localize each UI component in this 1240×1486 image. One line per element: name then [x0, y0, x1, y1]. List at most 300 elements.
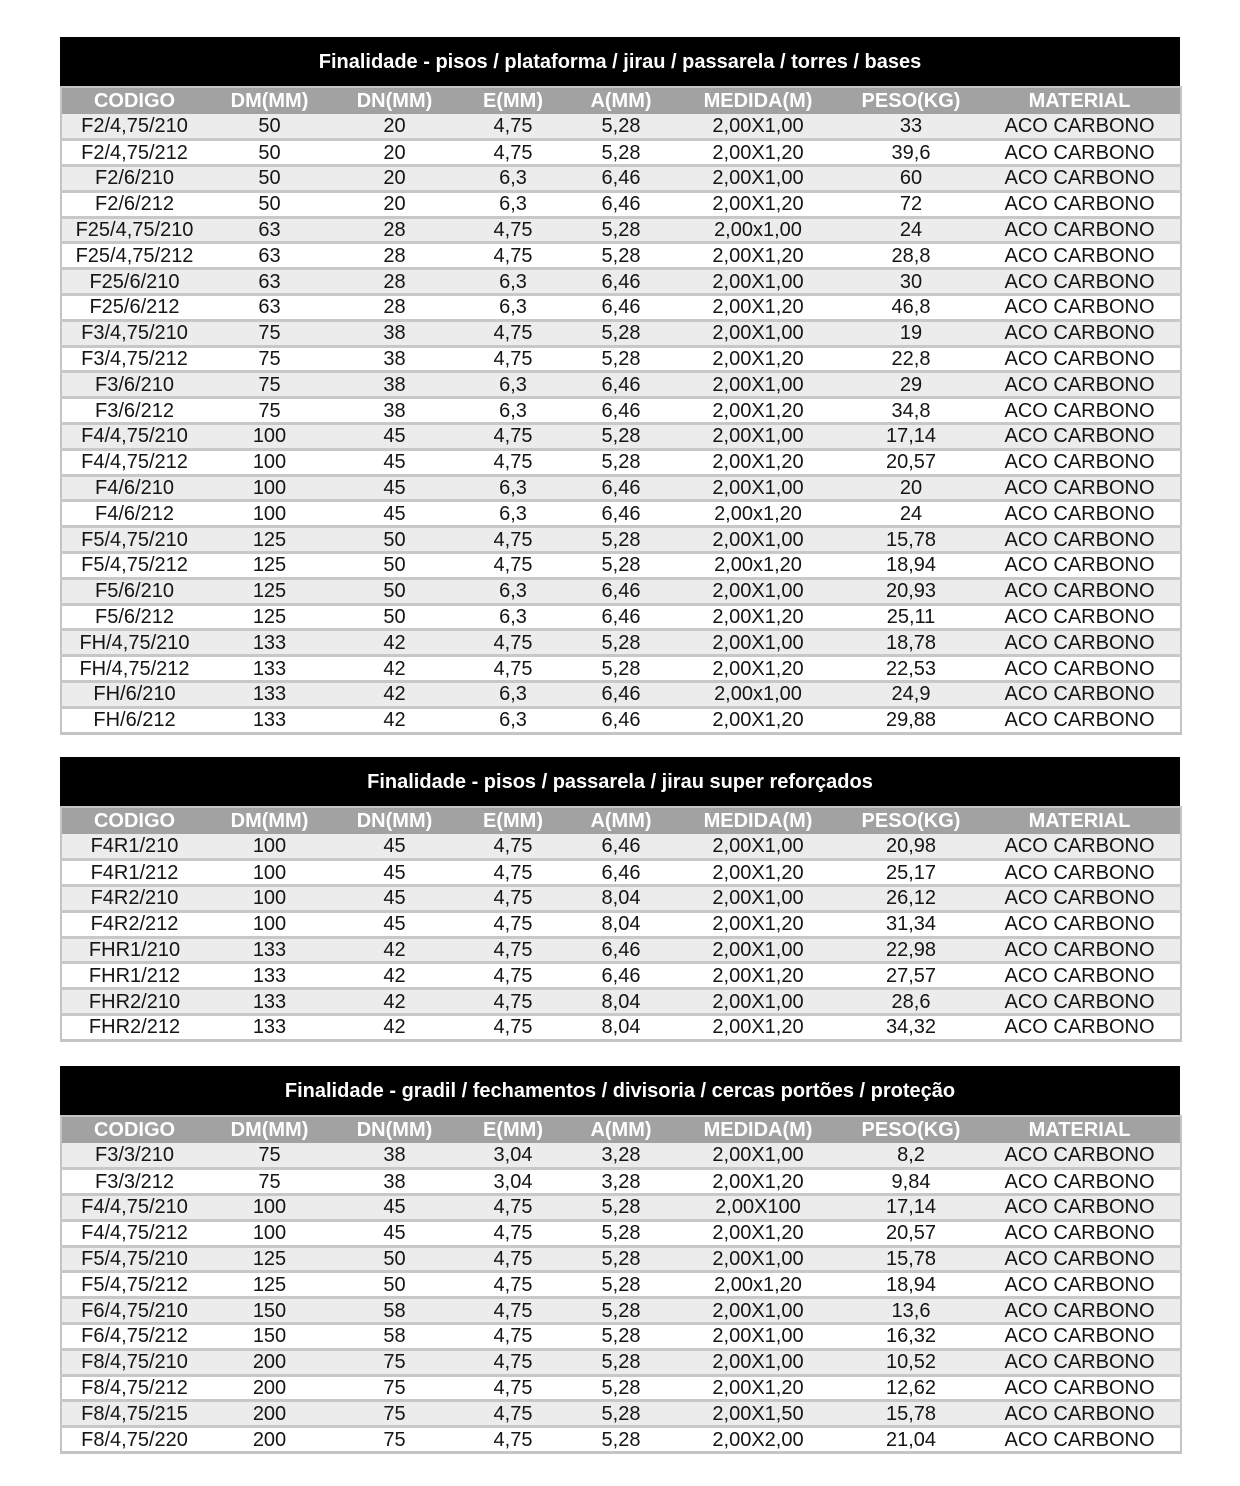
cell-e: 4,75	[457, 656, 569, 682]
cell-peso: 17,14	[843, 424, 979, 450]
cell-material: ACO CARBONO	[979, 707, 1181, 733]
cell-material: ACO CARBONO	[979, 1220, 1181, 1246]
cell-peso: 29	[843, 372, 979, 398]
cell-dn: 75	[332, 1401, 457, 1427]
cell-dm: 133	[207, 963, 332, 989]
cell-e: 4,75	[457, 937, 569, 963]
cell-dn: 28	[332, 295, 457, 321]
cell-codigo: F4/6/212	[61, 501, 207, 527]
cell-medida: 2,00X1,20	[673, 449, 843, 475]
cell-medida: 2,00X1,20	[673, 1220, 843, 1246]
cell-a: 6,46	[569, 398, 673, 424]
cell-material: ACO CARBONO	[979, 166, 1181, 192]
cell-dn: 42	[332, 963, 457, 989]
cell-material: ACO CARBONO	[979, 295, 1181, 321]
cell-dn: 38	[332, 1143, 457, 1169]
cell-medida: 2,00X1,00	[673, 989, 843, 1015]
cell-dn: 50	[332, 527, 457, 553]
cell-medida: 2,00X1,50	[673, 1401, 843, 1427]
cell-dn: 75	[332, 1427, 457, 1453]
cell-dn: 20	[332, 166, 457, 192]
cell-e: 4,75	[457, 346, 569, 372]
cell-material: ACO CARBONO	[979, 1246, 1181, 1272]
cell-codigo: F4R1/212	[61, 860, 207, 886]
table-title: Finalidade - pisos / passarela / jirau super reforçados	[60, 757, 1180, 806]
header-row	[61, 807, 1181, 834]
cell-medida: 2,00X1,00	[673, 269, 843, 295]
cell-a: 5,28	[569, 553, 673, 579]
cell-dm: 75	[207, 1143, 332, 1169]
cell-a: 5,28	[569, 140, 673, 166]
cell-e: 4,75	[457, 1375, 569, 1401]
cell-dm: 133	[207, 989, 332, 1015]
table-section-railings	[60, 1066, 1180, 1454]
table-row	[61, 886, 1181, 912]
cell-e: 6,3	[457, 475, 569, 501]
column-header-peso: PESO(KG)	[843, 807, 979, 834]
cell-dn: 50	[332, 604, 457, 630]
cell-e: 4,75	[457, 1195, 569, 1221]
cell-a: 6,46	[569, 682, 673, 708]
cell-e: 4,75	[457, 449, 569, 475]
cell-medida: 2,00X1,20	[673, 346, 843, 372]
cell-e: 4,75	[457, 217, 569, 243]
cell-dm: 100	[207, 449, 332, 475]
cell-a: 3,28	[569, 1143, 673, 1169]
cell-dn: 42	[332, 630, 457, 656]
cell-codigo: FHR1/210	[61, 937, 207, 963]
table-section-reinforced	[60, 757, 1180, 1042]
cell-a: 6,46	[569, 372, 673, 398]
cell-codigo: F3/3/210	[61, 1143, 207, 1169]
cell-a: 8,04	[569, 911, 673, 937]
cell-a: 5,28	[569, 320, 673, 346]
cell-a: 6,46	[569, 937, 673, 963]
cell-codigo: F8/4,75/220	[61, 1427, 207, 1453]
cell-material: ACO CARBONO	[979, 1015, 1181, 1041]
cell-dn: 58	[332, 1298, 457, 1324]
cell-codigo: FHR2/212	[61, 1015, 207, 1041]
cell-material: ACO CARBONO	[979, 911, 1181, 937]
table-row	[61, 114, 1181, 140]
cell-medida: 2,00X1,00	[673, 527, 843, 553]
cell-peso: 31,34	[843, 911, 979, 937]
cell-dm: 100	[207, 860, 332, 886]
cell-medida: 2,00X1,20	[673, 1375, 843, 1401]
cell-e: 4,75	[457, 630, 569, 656]
cell-medida: 2,00X1,00	[673, 886, 843, 912]
cell-dm: 50	[207, 191, 332, 217]
cell-dn: 45	[332, 475, 457, 501]
table-row	[61, 630, 1181, 656]
cell-medida: 2,00X1,20	[673, 963, 843, 989]
cell-a: 6,46	[569, 166, 673, 192]
cell-peso: 60	[843, 166, 979, 192]
cell-codigo: FH/4,75/210	[61, 630, 207, 656]
cell-material: ACO CARBONO	[979, 527, 1181, 553]
cell-e: 4,75	[457, 1349, 569, 1375]
cell-peso: 72	[843, 191, 979, 217]
cell-e: 4,75	[457, 989, 569, 1015]
cell-a: 5,28	[569, 527, 673, 553]
cell-material: ACO CARBONO	[979, 217, 1181, 243]
cell-material: ACO CARBONO	[979, 1272, 1181, 1298]
cell-dm: 133	[207, 707, 332, 733]
cell-e: 4,75	[457, 1220, 569, 1246]
table-row	[61, 320, 1181, 346]
cell-peso: 15,78	[843, 527, 979, 553]
cell-medida: 2,00X1,00	[673, 1324, 843, 1350]
cell-medida: 2,00X1,00	[673, 320, 843, 346]
table-row	[61, 372, 1181, 398]
column-header-medida: MEDIDA(M)	[673, 1116, 843, 1143]
cell-codigo: F5/4,75/210	[61, 1246, 207, 1272]
cell-e: 4,75	[457, 1401, 569, 1427]
cell-a: 5,28	[569, 1272, 673, 1298]
cell-peso: 25,11	[843, 604, 979, 630]
cell-peso: 28,6	[843, 989, 979, 1015]
cell-peso: 24,9	[843, 682, 979, 708]
column-header-material: MATERIAL	[979, 807, 1181, 834]
cell-e: 4,75	[457, 527, 569, 553]
cell-material: ACO CARBONO	[979, 346, 1181, 372]
cell-e: 4,75	[457, 911, 569, 937]
cell-dn: 38	[332, 346, 457, 372]
cell-dn: 45	[332, 886, 457, 912]
cell-material: ACO CARBONO	[979, 1169, 1181, 1195]
cell-a: 5,28	[569, 1246, 673, 1272]
cell-peso: 24	[843, 217, 979, 243]
column-header-e: E(MM)	[457, 807, 569, 834]
cell-dn: 58	[332, 1324, 457, 1350]
cell-e: 6,3	[457, 269, 569, 295]
cell-a: 5,28	[569, 656, 673, 682]
cell-e: 3,04	[457, 1143, 569, 1169]
cell-codigo: F4/4,75/212	[61, 449, 207, 475]
table-row	[61, 604, 1181, 630]
cell-medida: 2,00x1,00	[673, 682, 843, 708]
column-header-peso: PESO(KG)	[843, 87, 979, 114]
cell-a: 5,28	[569, 449, 673, 475]
cell-peso: 20,98	[843, 834, 979, 860]
spec-table	[60, 806, 1182, 1042]
cell-dm: 100	[207, 911, 332, 937]
cell-peso: 9,84	[843, 1169, 979, 1195]
cell-e: 4,75	[457, 834, 569, 860]
cell-dm: 100	[207, 475, 332, 501]
cell-e: 4,75	[457, 1272, 569, 1298]
cell-dm: 100	[207, 501, 332, 527]
cell-peso: 18,94	[843, 1272, 979, 1298]
cell-a: 8,04	[569, 1015, 673, 1041]
header-row	[61, 1116, 1181, 1143]
cell-material: ACO CARBONO	[979, 963, 1181, 989]
cell-dn: 42	[332, 707, 457, 733]
cell-a: 5,28	[569, 630, 673, 656]
table-row	[61, 1427, 1181, 1453]
cell-codigo: F3/6/212	[61, 398, 207, 424]
cell-codigo: F6/4,75/210	[61, 1298, 207, 1324]
cell-e: 6,3	[457, 295, 569, 321]
column-header-codigo: CODIGO	[61, 807, 207, 834]
table-row	[61, 1169, 1181, 1195]
cell-material: ACO CARBONO	[979, 243, 1181, 269]
cell-material: ACO CARBONO	[979, 449, 1181, 475]
cell-medida: 2,00X1,20	[673, 656, 843, 682]
cell-dm: 75	[207, 372, 332, 398]
cell-medida: 2,00X1,00	[673, 1246, 843, 1272]
cell-material: ACO CARBONO	[979, 1427, 1181, 1453]
cell-dm: 125	[207, 527, 332, 553]
cell-dn: 45	[332, 1220, 457, 1246]
cell-peso: 30	[843, 269, 979, 295]
cell-a: 6,46	[569, 860, 673, 886]
table-row	[61, 166, 1181, 192]
table-title: Finalidade - gradil / fechamentos / divisoria / cercas portões / proteção	[60, 1066, 1180, 1115]
cell-e: 4,75	[457, 140, 569, 166]
cell-material: ACO CARBONO	[979, 682, 1181, 708]
table-row	[61, 1298, 1181, 1324]
cell-medida: 2,00x1,20	[673, 1272, 843, 1298]
table-title: Finalidade - pisos / plataforma / jirau / passarela / torres / bases	[60, 37, 1180, 86]
cell-dm: 50	[207, 140, 332, 166]
cell-medida: 2,00x1,00	[673, 217, 843, 243]
cell-a: 5,28	[569, 114, 673, 140]
cell-medida: 2,00X1,00	[673, 630, 843, 656]
cell-dn: 38	[332, 372, 457, 398]
cell-e: 4,75	[457, 1246, 569, 1272]
cell-medida: 2,00X100	[673, 1195, 843, 1221]
cell-dn: 42	[332, 1015, 457, 1041]
cell-a: 5,28	[569, 1349, 673, 1375]
table-row	[61, 911, 1181, 937]
cell-dm: 75	[207, 398, 332, 424]
cell-dm: 100	[207, 886, 332, 912]
cell-codigo: F5/4,75/210	[61, 527, 207, 553]
cell-peso: 20,57	[843, 449, 979, 475]
cell-medida: 2,00X1,00	[673, 372, 843, 398]
cell-codigo: F25/6/212	[61, 295, 207, 321]
cell-codigo: FH/6/212	[61, 707, 207, 733]
cell-e: 6,3	[457, 372, 569, 398]
table-row	[61, 1401, 1181, 1427]
cell-a: 5,28	[569, 1401, 673, 1427]
cell-material: ACO CARBONO	[979, 630, 1181, 656]
cell-peso: 18,78	[843, 630, 979, 656]
cell-a: 5,28	[569, 1427, 673, 1453]
cell-dm: 133	[207, 937, 332, 963]
cell-codigo: F8/4,75/210	[61, 1349, 207, 1375]
cell-codigo: F2/4,75/212	[61, 140, 207, 166]
cell-peso: 12,62	[843, 1375, 979, 1401]
cell-codigo: F8/4,75/212	[61, 1375, 207, 1401]
cell-dm: 200	[207, 1375, 332, 1401]
cell-material: ACO CARBONO	[979, 1298, 1181, 1324]
column-header-a: A(MM)	[569, 1116, 673, 1143]
cell-dn: 38	[332, 320, 457, 346]
cell-medida: 2,00x1,20	[673, 501, 843, 527]
cell-medida: 2,00X1,20	[673, 707, 843, 733]
column-header-medida: MEDIDA(M)	[673, 807, 843, 834]
cell-peso: 25,17	[843, 860, 979, 886]
cell-dn: 50	[332, 1272, 457, 1298]
cell-dm: 133	[207, 1015, 332, 1041]
cell-material: ACO CARBONO	[979, 1349, 1181, 1375]
cell-dn: 45	[332, 860, 457, 886]
table-row	[61, 707, 1181, 733]
cell-dn: 45	[332, 501, 457, 527]
cell-medida: 2,00X2,00	[673, 1427, 843, 1453]
cell-dm: 75	[207, 320, 332, 346]
cell-peso: 10,52	[843, 1349, 979, 1375]
cell-e: 4,75	[457, 553, 569, 579]
cell-dm: 125	[207, 604, 332, 630]
cell-medida: 2,00X1,20	[673, 295, 843, 321]
cell-dm: 63	[207, 243, 332, 269]
cell-a: 8,04	[569, 989, 673, 1015]
cell-e: 4,75	[457, 1298, 569, 1324]
table-row	[61, 1324, 1181, 1350]
table-row	[61, 860, 1181, 886]
cell-material: ACO CARBONO	[979, 1324, 1181, 1350]
cell-a: 5,28	[569, 1298, 673, 1324]
column-header-dm: DM(MM)	[207, 1116, 332, 1143]
table-row	[61, 449, 1181, 475]
cell-peso: 27,57	[843, 963, 979, 989]
cell-codigo: F5/4,75/212	[61, 1272, 207, 1298]
cell-peso: 22,53	[843, 656, 979, 682]
cell-peso: 19	[843, 320, 979, 346]
table-row	[61, 1143, 1181, 1169]
cell-a: 6,46	[569, 475, 673, 501]
cell-dn: 45	[332, 424, 457, 450]
column-header-material: MATERIAL	[979, 1116, 1181, 1143]
cell-a: 6,46	[569, 604, 673, 630]
column-header-e: E(MM)	[457, 87, 569, 114]
cell-medida: 2,00X1,20	[673, 140, 843, 166]
cell-e: 4,75	[457, 424, 569, 450]
cell-dn: 42	[332, 656, 457, 682]
cell-codigo: F2/4,75/210	[61, 114, 207, 140]
cell-dn: 45	[332, 834, 457, 860]
table-row	[61, 424, 1181, 450]
table-section-platforms	[60, 37, 1180, 735]
cell-dn: 75	[332, 1375, 457, 1401]
cell-codigo: F4/6/210	[61, 475, 207, 501]
table-row	[61, 834, 1181, 860]
table-row	[61, 1220, 1181, 1246]
cell-dn: 28	[332, 269, 457, 295]
column-header-codigo: CODIGO	[61, 87, 207, 114]
column-header-dm: DM(MM)	[207, 87, 332, 114]
cell-codigo: F4/4,75/210	[61, 424, 207, 450]
cell-e: 6,3	[457, 501, 569, 527]
table-row	[61, 191, 1181, 217]
cell-peso: 34,8	[843, 398, 979, 424]
cell-dm: 100	[207, 1220, 332, 1246]
cell-a: 6,46	[569, 191, 673, 217]
cell-peso: 28,8	[843, 243, 979, 269]
cell-peso: 18,94	[843, 553, 979, 579]
cell-peso: 20	[843, 475, 979, 501]
cell-medida: 2,00x1,20	[673, 553, 843, 579]
cell-codigo: F4R1/210	[61, 834, 207, 860]
cell-e: 4,75	[457, 886, 569, 912]
cell-medida: 2,00X1,00	[673, 937, 843, 963]
cell-dm: 125	[207, 1272, 332, 1298]
table-row	[61, 243, 1181, 269]
cell-codigo: FH/4,75/212	[61, 656, 207, 682]
table-row	[61, 475, 1181, 501]
cell-material: ACO CARBONO	[979, 269, 1181, 295]
cell-peso: 22,8	[843, 346, 979, 372]
cell-codigo: F3/6/210	[61, 372, 207, 398]
cell-codigo: F5/6/212	[61, 604, 207, 630]
cell-peso: 26,12	[843, 886, 979, 912]
cell-medida: 2,00X1,20	[673, 398, 843, 424]
cell-dn: 42	[332, 937, 457, 963]
cell-e: 6,3	[457, 682, 569, 708]
cell-dm: 200	[207, 1349, 332, 1375]
column-header-a: A(MM)	[569, 807, 673, 834]
cell-peso: 16,32	[843, 1324, 979, 1350]
cell-codigo: FH/6/210	[61, 682, 207, 708]
cell-codigo: F6/4,75/212	[61, 1324, 207, 1350]
column-header-dn: DN(MM)	[332, 87, 457, 114]
cell-dn: 38	[332, 398, 457, 424]
cell-dm: 200	[207, 1401, 332, 1427]
cell-medida: 2,00X1,20	[673, 243, 843, 269]
cell-dn: 20	[332, 140, 457, 166]
cell-codigo: FHR1/212	[61, 963, 207, 989]
table-row	[61, 269, 1181, 295]
table-row	[61, 217, 1181, 243]
cell-material: ACO CARBONO	[979, 1143, 1181, 1169]
cell-material: ACO CARBONO	[979, 860, 1181, 886]
cell-material: ACO CARBONO	[979, 989, 1181, 1015]
cell-e: 4,75	[457, 114, 569, 140]
cell-material: ACO CARBONO	[979, 501, 1181, 527]
column-header-material: MATERIAL	[979, 87, 1181, 114]
cell-a: 6,46	[569, 707, 673, 733]
cell-dm: 150	[207, 1298, 332, 1324]
cell-a: 6,46	[569, 269, 673, 295]
cell-peso: 24	[843, 501, 979, 527]
spec-table	[60, 86, 1182, 735]
cell-dm: 75	[207, 346, 332, 372]
cell-codigo: F5/4,75/212	[61, 553, 207, 579]
cell-a: 5,28	[569, 1375, 673, 1401]
cell-peso: 17,14	[843, 1195, 979, 1221]
cell-peso: 20,93	[843, 578, 979, 604]
cell-e: 6,3	[457, 707, 569, 733]
table-body	[61, 114, 1181, 733]
cell-material: ACO CARBONO	[979, 937, 1181, 963]
cell-codigo: F3/4,75/212	[61, 346, 207, 372]
cell-dn: 45	[332, 449, 457, 475]
cell-e: 6,3	[457, 166, 569, 192]
cell-dm: 63	[207, 217, 332, 243]
cell-dn: 50	[332, 578, 457, 604]
table-row	[61, 1015, 1181, 1041]
cell-dm: 125	[207, 1246, 332, 1272]
cell-dn: 50	[332, 553, 457, 579]
cell-codigo: F25/4,75/210	[61, 217, 207, 243]
table-row	[61, 1349, 1181, 1375]
cell-dm: 133	[207, 630, 332, 656]
cell-e: 4,75	[457, 1015, 569, 1041]
cell-a: 5,28	[569, 1324, 673, 1350]
